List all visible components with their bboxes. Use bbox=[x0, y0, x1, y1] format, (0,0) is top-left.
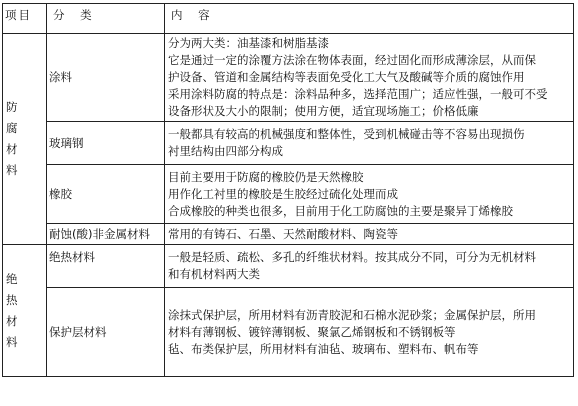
content-line: 衬里结构由四部分构成 bbox=[168, 144, 283, 158]
content-line: 材料有薄钢板、镀锌薄钢板、聚氯乙烯钢板和不锈钢板等 bbox=[168, 324, 456, 339]
content-cell bbox=[165, 288, 574, 377]
content-line: 采用涂料防腐的特点是：涂料品种多，选择范围广；适应性强，一般可不受 bbox=[168, 87, 548, 101]
content-line: 护设备、管道和金属结构等表面免受化工大气及酸碱等介质的腐蚀作用 bbox=[168, 70, 525, 84]
header-row bbox=[3, 4, 574, 34]
table-row bbox=[3, 288, 574, 377]
content-cell bbox=[165, 224, 574, 245]
content-cell bbox=[165, 34, 574, 122]
content-line: 涂抹式保护层，所用材料有沥青胶泥和石棉水泥砂浆；金属保护层，所用 bbox=[168, 307, 536, 322]
content-cell bbox=[165, 245, 574, 288]
content-line: 用作化工衬里的橡胶是生胶经过硫化处理而成 bbox=[168, 186, 398, 201]
content-cell bbox=[165, 165, 574, 224]
header-item: 项目 bbox=[3, 4, 47, 34]
type-cell: 涂料 bbox=[47, 34, 165, 122]
category-label: 绝热材料 bbox=[6, 271, 18, 349]
type-cell: 耐蚀(酸)非金属材料 bbox=[47, 224, 165, 245]
type-cell: 橡胶 bbox=[47, 165, 165, 224]
content-cell bbox=[165, 122, 574, 165]
table-row bbox=[3, 165, 574, 224]
content-line: 分为两大类：油基漆和树脂基漆 bbox=[168, 36, 329, 50]
content-line: 一般都具有较高的机械强度和整体性，受到机械碰击等不容易出现损伤 bbox=[168, 127, 525, 141]
table-row bbox=[3, 245, 574, 288]
category-cell-insulation bbox=[3, 245, 47, 377]
table-row bbox=[3, 122, 574, 165]
content-line: 设备形状及大小的限制；使用方便，适宜现场施工；价格低廉 bbox=[168, 104, 479, 118]
content-line: 它是通过一定的涂覆方法涂在物体表面，经过固化而形成薄涂层，从而保 bbox=[168, 53, 536, 67]
content-line: 一般是轻质、疏松、多孔的纤维状材料。按其成分不同，可分为无机材料 bbox=[168, 250, 536, 264]
table-row bbox=[3, 224, 574, 245]
content-line: 常用的有铸石、石墨、天然耐酸材料、陶瓷等 bbox=[168, 226, 398, 241]
header-type: 分 类 bbox=[47, 4, 165, 34]
header-content: 内 容 bbox=[165, 4, 574, 34]
type-cell: 玻璃钢 bbox=[47, 122, 165, 165]
category-cell-anticorrosion bbox=[3, 34, 47, 245]
type-cell: 保护层材料 bbox=[47, 288, 165, 377]
content-line: 目前主要用于防腐的橡胶仍是天然橡胶 bbox=[168, 169, 364, 184]
content-line: 和有机材料两大类 bbox=[168, 267, 260, 281]
content-line: 毡、布类保护层，所用材料有油毡、玻璃布、塑料布、帆布等 bbox=[168, 341, 479, 356]
category-label: 防腐材料 bbox=[6, 100, 18, 177]
table-row bbox=[3, 34, 574, 122]
type-cell: 绝热材料 bbox=[47, 245, 165, 288]
materials-table bbox=[2, 3, 574, 377]
content-line: 合成橡胶的种类也很多，目前用于化工防腐蚀的主要是聚异丁烯橡胶 bbox=[168, 203, 513, 218]
